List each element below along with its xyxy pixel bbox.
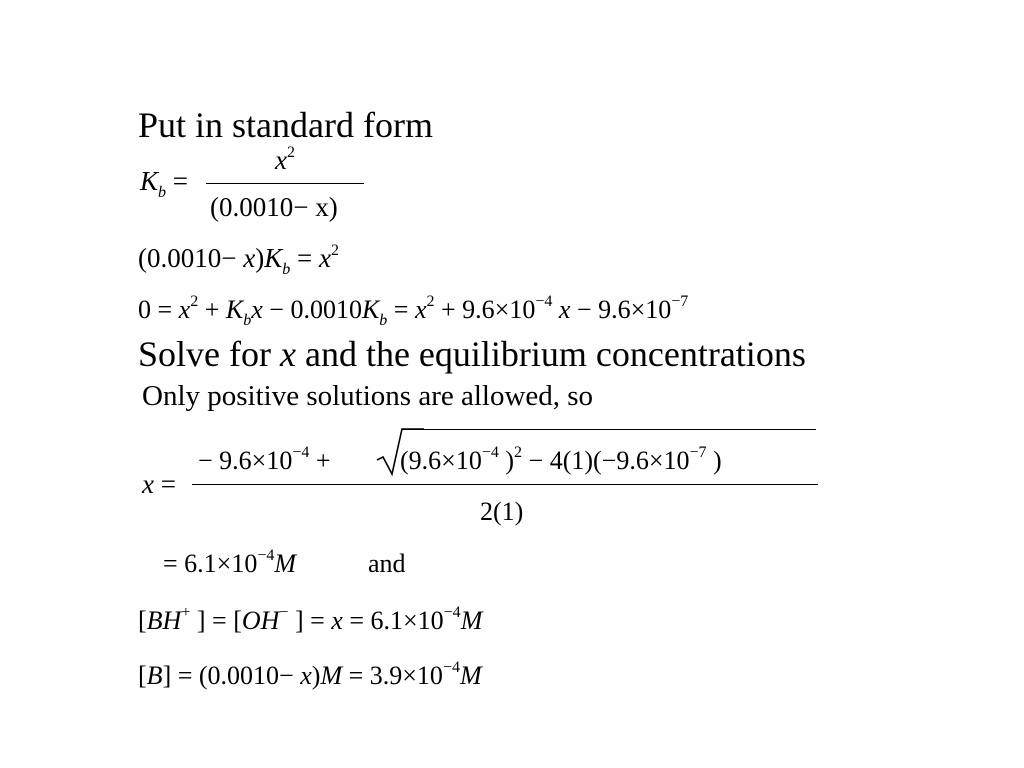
quad-x: x bbox=[142, 469, 154, 499]
heading-solve-var: x bbox=[279, 334, 296, 374]
eq2-exp: 2 bbox=[330, 242, 339, 259]
quad-rad-c-exp: −7 bbox=[689, 444, 707, 461]
eq3-e5: −7 bbox=[671, 293, 689, 310]
bh-exp: −4 bbox=[443, 604, 461, 621]
eq3-e4: −4 bbox=[535, 293, 553, 310]
heading-standard-form: Put in standard form bbox=[138, 105, 433, 145]
bh-close: ] = bbox=[288, 606, 332, 635]
quad-radicand bbox=[400, 444, 722, 475]
eq3-e3: 2 bbox=[426, 293, 435, 310]
b-mid: ] = (0.0010− bbox=[162, 661, 301, 690]
eq3-x2: x bbox=[251, 295, 263, 324]
radical-vinculum bbox=[402, 429, 816, 430]
kb-num-exp: 2 bbox=[286, 144, 295, 161]
eq2-left-b: ) bbox=[255, 243, 265, 273]
oh-species: OH bbox=[241, 606, 280, 635]
eq2-left-x: x bbox=[243, 243, 256, 273]
eq2-equals: = bbox=[290, 243, 319, 273]
quad-equals: = bbox=[153, 469, 176, 499]
eq3-x4: x bbox=[552, 295, 571, 324]
eq3-minus-c: − 0.0010 bbox=[262, 295, 362, 324]
bh-value: = 6.1×10 bbox=[342, 606, 444, 635]
kb-label bbox=[140, 166, 188, 201]
bh-unit: M bbox=[460, 606, 483, 635]
eq3-e1: 2 bbox=[190, 293, 199, 310]
quad-rad-d: ) bbox=[706, 446, 722, 475]
result-exp: −4 bbox=[257, 547, 275, 564]
quad-denominator: 2(1) bbox=[480, 497, 524, 526]
kb-equals: = bbox=[166, 166, 188, 196]
bh-charge: + bbox=[181, 604, 191, 621]
kb-numerator bbox=[275, 144, 295, 175]
eq3-plus-coef: + 9.6×10 bbox=[434, 295, 536, 324]
bh-oh-line bbox=[138, 604, 483, 635]
eq2-left-a: (0.0010− bbox=[138, 243, 244, 273]
note-positive: Only positive solutions are allowed, so bbox=[142, 380, 594, 412]
quad-rad-c: − 4(1)(−9.6×10 bbox=[522, 446, 690, 475]
heading-solve bbox=[138, 336, 806, 372]
oh-charge: − bbox=[279, 604, 289, 621]
b-paren: ) bbox=[311, 661, 321, 690]
b-exp: −4 bbox=[442, 659, 460, 676]
kb-fraction-bar bbox=[206, 183, 364, 184]
quad-fraction-bar bbox=[192, 484, 818, 485]
bh-open: [ bbox=[138, 606, 147, 635]
bh-species: BH bbox=[146, 606, 182, 635]
result-unit: M bbox=[274, 549, 297, 578]
equation-line-3 bbox=[138, 293, 689, 329]
b-m1: M bbox=[320, 661, 343, 690]
eq3-equals: = bbox=[387, 295, 415, 324]
quad-num-a-exp: −4 bbox=[292, 444, 310, 461]
kb-num-var: x bbox=[275, 145, 287, 175]
result-and: and bbox=[368, 549, 406, 578]
eq2-k-sub: b bbox=[282, 261, 291, 278]
eq3-zero: 0 = bbox=[138, 295, 179, 324]
kb-subscript: b bbox=[158, 184, 167, 201]
b-x: x bbox=[300, 661, 312, 690]
kb-denominator: (0.0010− x) bbox=[210, 192, 338, 222]
eq3-x1: x bbox=[178, 295, 191, 324]
quad-plus: + bbox=[309, 446, 331, 475]
result-value: = 6.1×10 bbox=[163, 549, 258, 578]
eq3-x3: x bbox=[414, 295, 427, 324]
b-value: = 3.9×10 bbox=[342, 661, 443, 690]
bh-x: x bbox=[331, 606, 343, 635]
eq2-x: x bbox=[318, 243, 331, 273]
quad-numerator bbox=[198, 444, 331, 475]
quad-rad-b: ) bbox=[498, 446, 515, 475]
eq3-k2-sub: b bbox=[379, 312, 388, 329]
quad-rad-a: (9.6×10 bbox=[400, 446, 482, 475]
b-species: B bbox=[146, 661, 163, 690]
eq3-k1-sub: b bbox=[243, 312, 252, 329]
eq3-k1: K bbox=[225, 295, 244, 324]
eq3-k2: K bbox=[361, 295, 380, 324]
equation-line-2 bbox=[138, 242, 339, 278]
eq2-k: K bbox=[264, 243, 283, 273]
quad-lhs bbox=[142, 471, 176, 498]
b-open: [ bbox=[138, 661, 147, 690]
bh-mid: ] = [ bbox=[190, 606, 242, 635]
b-m2: M bbox=[459, 661, 482, 690]
heading-solve-prefix: Solve for bbox=[138, 334, 280, 374]
quad-num-a: − 9.6×10 bbox=[198, 446, 293, 475]
kb-symbol: K bbox=[140, 166, 159, 196]
quad-rad-b-exp: 2 bbox=[514, 444, 523, 461]
result-line bbox=[163, 547, 297, 578]
heading-solve-suffix: and the equilibrium concentrations bbox=[295, 334, 806, 374]
eq3-minus-const: − 9.6×10 bbox=[570, 295, 672, 324]
eq3-plus-k: + bbox=[198, 295, 226, 324]
quad-rad-a-exp: −4 bbox=[481, 444, 499, 461]
b-line bbox=[138, 659, 482, 690]
